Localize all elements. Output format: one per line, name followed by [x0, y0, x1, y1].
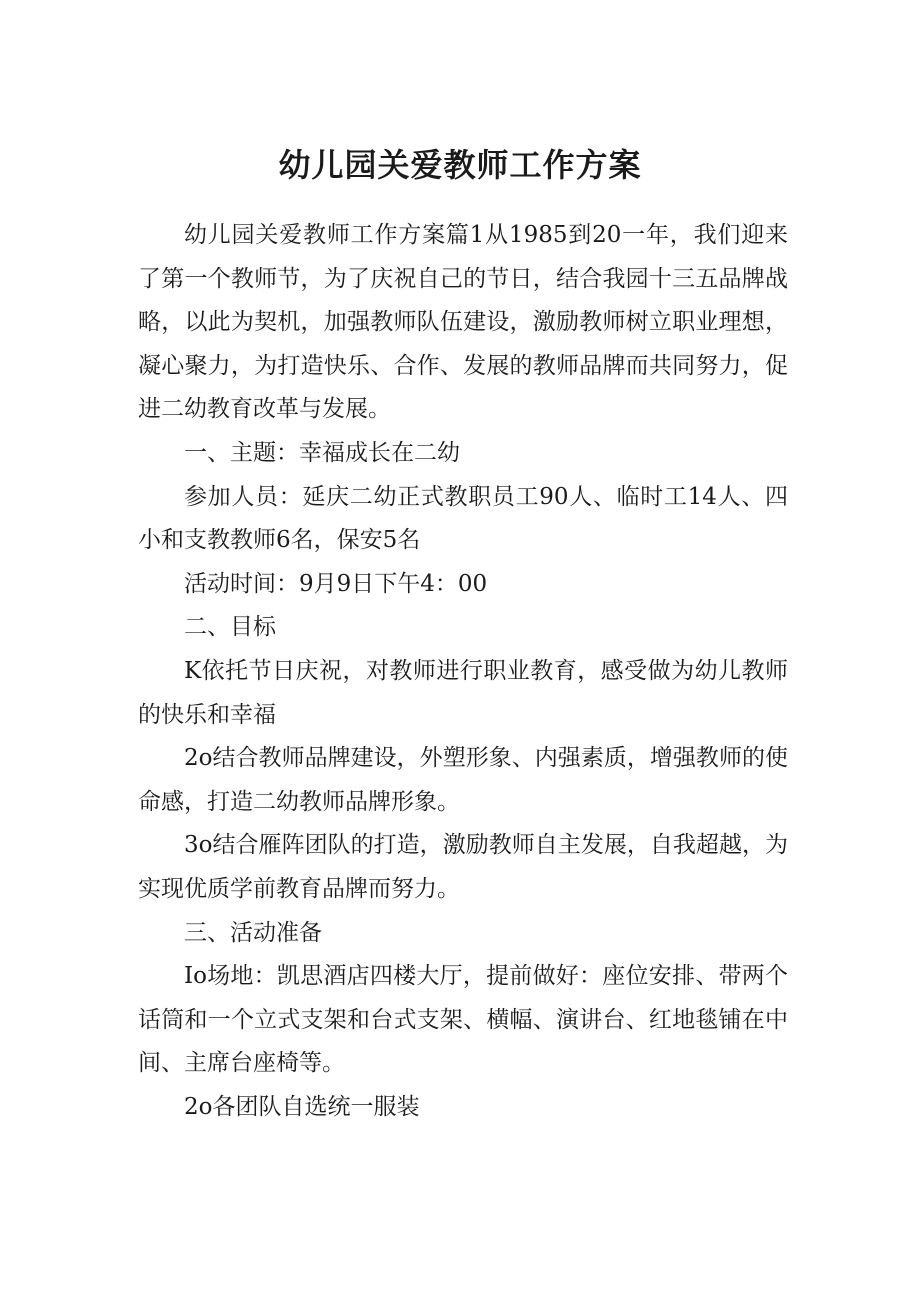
section-heading-goals: 二、目标	[184, 614, 276, 641]
paragraph-participants: 参加人员：延庆二幼正式教职员工90人、临时工14人、四小和支教教师6名，保安5名	[138, 483, 788, 554]
paragraph-prep-venue: Io场地：凯思酒店四楼大厅，提前做好：座位安排、带两个话筒和一个立式支架和台式支架、横幅、演讲台、红地毯铺在中间、主席台座椅等。	[138, 963, 788, 1077]
paragraph-prep-uniforms: 2o各团队自选统一服装	[184, 1093, 420, 1120]
paragraph-intro: 幼儿园关爱教师工作方案篇1从1985到20一年，我们迎来了第一个教师节，为了庆祝自己的节日，结合我园十三五品牌战略，以此为契机，加强教师队伍建设，激励教师树立职业理想，凝心聚力，为打造快乐、合作、发展的教师品牌而共同努力，促进二幼教育改革与发展。	[138, 222, 788, 423]
paragraph-goal-2: 2o结合教师品牌建设，外塑形象、内强素质，增强教师的使命感，打造二幼教师品牌形象。	[138, 745, 788, 815]
paragraph-activity-time: 活动时间：9月9日下午4：00	[184, 570, 488, 597]
document-title: 幼儿园关爱教师工作方案	[278, 146, 642, 185]
paragraph-goal-1: K依托节日庆祝，对教师进行职业教育，感受做为幼儿教师的快乐和幸福	[138, 657, 788, 728]
section-heading-theme: 一、主题：幸福成长在二幼	[184, 439, 460, 466]
paragraph-goal-3: 3o结合雁阵团队的打造，激励教师自主发展，自我超越，为实现优质学前教育品牌而努力。	[138, 832, 788, 902]
section-heading-preparation: 三、活动准备	[184, 919, 322, 946]
document-body	[138, 214, 788, 1129]
